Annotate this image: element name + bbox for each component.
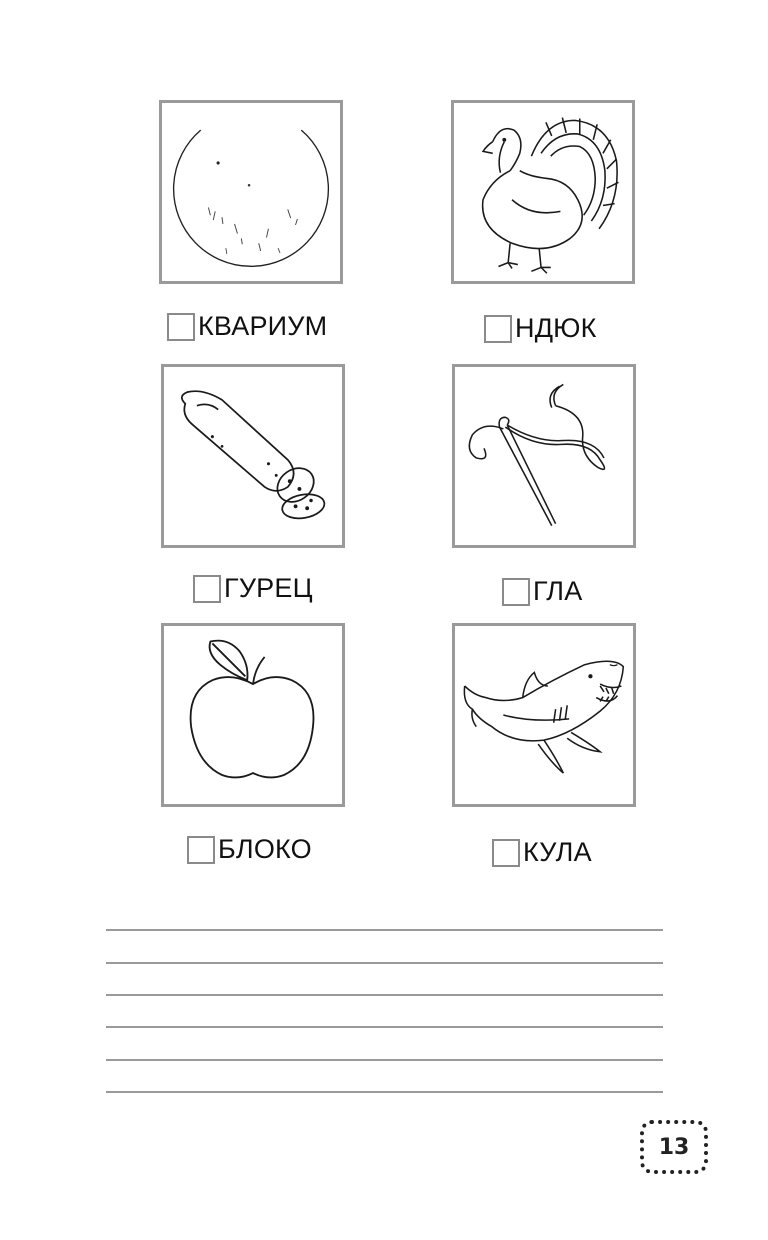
writing-line (106, 962, 663, 964)
answer-checkbox-apple[interactable] (187, 836, 215, 864)
answer-checkbox-needle[interactable] (502, 578, 530, 606)
needle-icon (455, 367, 633, 545)
answer-checkbox-aquarium[interactable] (167, 313, 195, 341)
word-aquarium (167, 311, 327, 342)
turkey-icon (454, 103, 632, 281)
word-label: КУЛА (523, 837, 592, 867)
shark-icon (455, 626, 633, 804)
writing-line (106, 994, 663, 996)
picture-needle (452, 364, 636, 548)
word-apple (187, 834, 312, 865)
picture-aquarium (159, 100, 343, 284)
aquarium-icon (162, 103, 340, 281)
page-number: 13 (640, 1120, 708, 1174)
apple-icon (164, 626, 342, 804)
word-label: ГЛА (533, 576, 583, 606)
answer-checkbox-shark[interactable] (492, 839, 520, 867)
word-turkey (484, 313, 597, 344)
picture-apple (161, 623, 345, 807)
word-label: НДЮК (515, 313, 597, 343)
writing-line (106, 1026, 663, 1028)
picture-turkey (451, 100, 635, 284)
word-cucumber (193, 573, 313, 604)
picture-shark (452, 623, 636, 807)
writing-line (106, 929, 663, 931)
word-label: КВАРИУМ (198, 311, 328, 341)
answer-checkbox-turkey[interactable] (484, 315, 512, 343)
word-shark (492, 837, 592, 868)
word-needle (502, 576, 582, 607)
cucumber-icon (164, 367, 342, 545)
word-label: ГУРЕЦ (224, 573, 313, 603)
word-label: БЛОКО (218, 834, 312, 864)
answer-checkbox-cucumber[interactable] (193, 575, 221, 603)
writing-line (106, 1059, 663, 1061)
writing-line (106, 1091, 663, 1093)
picture-cucumber (161, 364, 345, 548)
